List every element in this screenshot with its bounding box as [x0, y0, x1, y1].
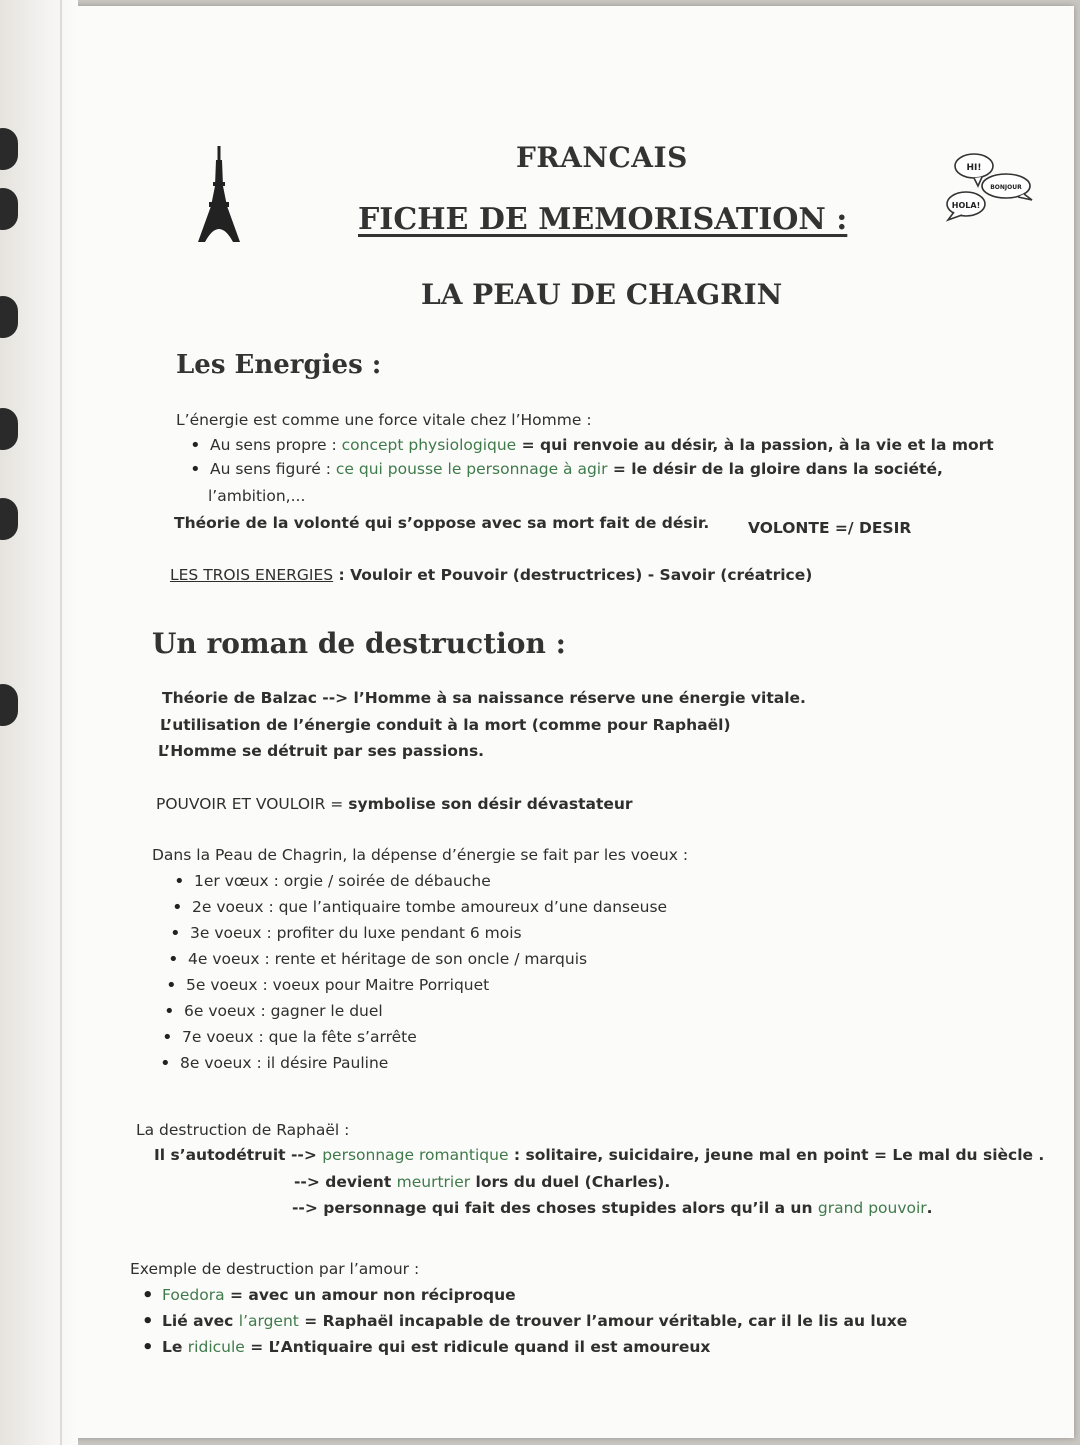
subject-title: FRANCAIS [516, 141, 688, 174]
voeux-intro: Dans la Peau de Chagrin, la dépense d’énergie se fait par les voeux : [152, 846, 689, 864]
destruction-line-1: Il s’autodétruit --> personnage romantique : solitaire, suicidaire, jeune mal en point = Le mal du siècle . [154, 1146, 1045, 1164]
voeu-item: • 1er vœux : orgie / soirée de débauche [170, 872, 667, 890]
pouvoir-vouloir: POUVOIR ET VOULOIR = symbolise son désir dévastateur [156, 795, 633, 813]
energies-heading: Les Energies : [176, 350, 382, 380]
highlight-green: l’argent [238, 1312, 299, 1330]
trois-energies: LES TROIS ENERGIES : Vouloir et Pouvoir (destructrices) - Savoir (créatrice) [170, 566, 813, 584]
voeux-list [156, 872, 667, 1080]
highlight-green: Foedora [162, 1286, 225, 1304]
book-title: LA PEAU DE CHAGRIN [421, 278, 783, 311]
roman-line-1: Théorie de Balzac --> l’Homme à sa naissance réserve une énergie vitale. [162, 689, 806, 707]
punch-hole [0, 188, 18, 230]
punch-hole [0, 684, 18, 726]
trois-energies-label: LES TROIS ENERGIES [170, 566, 334, 584]
roman-line-3: L’Homme se détruit par ses passions. [158, 742, 485, 760]
voeu-item: • 2e voeux : que l’antiquaire tombe amoureux d’une danseuse [168, 898, 667, 916]
roman-heading: Un roman de destruction : [152, 627, 566, 660]
roman-line-2: L’utilisation de l’énergie conduit à la mort (comme pour Raphaël) [160, 716, 731, 734]
voeu-item: • 6e voeux : gagner le duel [160, 1002, 667, 1020]
list-item: • Foedora = avec un amour non réciproque [138, 1286, 907, 1304]
amour-title: Exemple de destruction par l’amour : [130, 1260, 420, 1278]
punch-hole [0, 296, 18, 338]
sheet-protector-edge [0, 0, 78, 1445]
punch-hole [0, 408, 18, 450]
amour-list [138, 1286, 907, 1356]
bubble-hola: HOLA! [951, 201, 981, 210]
voeu-item: • 8e voeux : il désire Pauline [156, 1054, 667, 1072]
destruction-line-3: --> personnage qui fait des choses stupides alors qu’il a un grand pouvoir. [292, 1199, 933, 1217]
highlight-green: personnage romantique [322, 1146, 509, 1164]
destruction-line-2: --> devient meurtrier lors du duel (Charles). [294, 1173, 671, 1191]
voeu-item: • 3e voeux : profiter du luxe pendant 6 mois [166, 924, 667, 942]
sheet-title: FICHE DE MEMORISATION : [358, 202, 848, 237]
highlight-green: grand pouvoir [817, 1199, 927, 1217]
list-item: • Lié avec l’argent = Raphaël incapable de trouver l’amour véritable, car il le lis au luxe [138, 1312, 907, 1330]
greeting-bubbles-icon [944, 148, 1036, 222]
energies-list [186, 436, 994, 478]
punch-hole [0, 498, 18, 540]
punch-hole [0, 128, 18, 170]
destruction-title: La destruction de Raphaël : [136, 1121, 350, 1139]
list-item: • Au sens propre : concept physiologique = qui renvoie au désir, à la passion, à la vie et la mort [186, 436, 994, 454]
voeu-item: • 5e voeux : voeux pour Maitre Porriquet [162, 976, 667, 994]
theorie-volonte: Théorie de la volonté qui s’oppose avec sa mort fait de désir. [174, 514, 710, 532]
voeu-item: • 4e voeux : rente et héritage de son oncle / marquis [164, 950, 667, 968]
bubble-hi: HI! [966, 163, 982, 173]
list-item: • Le ridicule = L’Antiquaire qui est ridicule quand il est amoureux [138, 1338, 907, 1356]
list-item: • Au sens figuré : ce qui pousse le personnage à agir = le désir de la gloire dans la société, [186, 460, 994, 478]
energies-continuation: l’ambition,... [208, 487, 306, 505]
volonte-desir: VOLONTE =/ DESIR [748, 519, 912, 537]
highlight-green: meurtrier [396, 1173, 471, 1191]
highlight-green: concept physiologique [341, 436, 517, 454]
eiffel-tower-icon [196, 146, 242, 244]
sheet-protector-fold [60, 0, 62, 1445]
highlight-green: ridicule [187, 1338, 245, 1356]
highlight-green: ce qui pousse le personnage à agir [335, 460, 608, 478]
energies-intro: L’énergie est comme une force vitale chez l’Homme : [176, 411, 592, 429]
voeu-item: • 7e voeux : que la fête s’arrête [158, 1028, 667, 1046]
bubble-bonjour: BONJOUR [990, 184, 1022, 191]
